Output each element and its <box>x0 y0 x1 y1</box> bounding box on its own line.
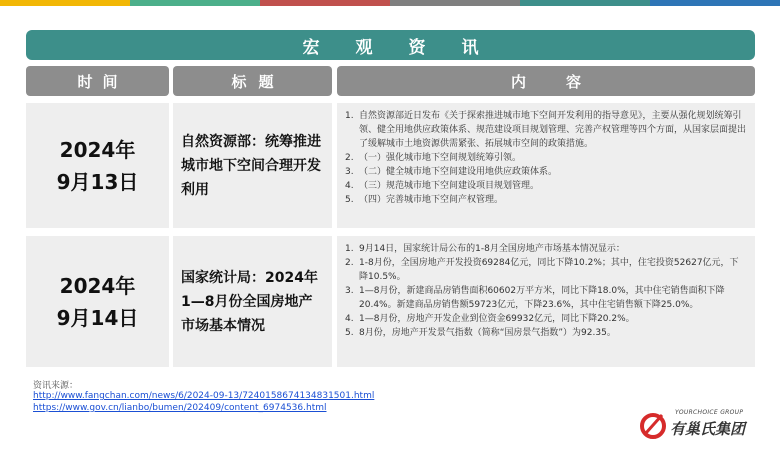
list-item <box>345 179 747 193</box>
stripe <box>650 0 780 6</box>
list-item <box>345 326 747 340</box>
list-item-text: 9月14日，国家统计局公布的1-8月全国房地产市场基本情况显示： <box>359 244 625 254</box>
list-item-number: 3. <box>345 286 354 296</box>
date-day: 9月14日 <box>56 305 139 330</box>
content-list <box>345 109 747 207</box>
list-item <box>345 284 747 312</box>
list-item-text: 1-8月份，全国房地产开发投资69284亿元，同比下降10.2%；其中，住宅投资52627亿元，下降10.5%。 <box>359 258 739 282</box>
row-title <box>173 103 332 228</box>
list-item-number: 4. <box>345 181 354 191</box>
list-item-text: 8月份，房地产开发景气指数（简称“国房景气指数”）为92.35。 <box>359 328 616 338</box>
logo-english-text: YOURCHOICE GROUP <box>675 409 744 416</box>
list-item-number: 1. <box>345 244 354 254</box>
stripe <box>130 0 260 6</box>
list-item <box>345 312 747 326</box>
list-item <box>345 109 747 151</box>
date-year: 2024年 <box>59 273 136 298</box>
row-title-text: 国家统计局：2024年1—8月份全国房地产市场基本情况 <box>181 269 318 334</box>
row-content <box>337 103 755 228</box>
list-item-number: 2. <box>345 258 354 268</box>
row-content <box>337 236 755 367</box>
stripe <box>390 0 520 6</box>
list-item-number: 5. <box>345 328 354 338</box>
list-item-number: 5. <box>345 195 354 205</box>
row-date <box>26 236 169 367</box>
list-item <box>345 256 747 284</box>
list-item-number: 3. <box>345 167 354 177</box>
date-day: 9月13日 <box>56 169 139 194</box>
list-item-number: 4. <box>345 314 354 324</box>
top-color-stripes <box>0 0 780 6</box>
list-item-text: （四）完善城市地下空间产权管理。 <box>359 195 504 205</box>
page-title: 宏观资讯 <box>26 30 755 60</box>
stripe <box>0 0 130 6</box>
column-header-time: 时间 <box>26 66 169 96</box>
list-item-text: 1—8月份，房地产开发企业到位资金69932亿元，同比下降20.2%。 <box>359 314 635 324</box>
row-date <box>26 103 169 228</box>
row-title-text: 自然资源部：统筹推进城市地下空间合理开发利用 <box>181 133 321 198</box>
list-item-number: 2. <box>345 153 354 163</box>
list-item-number: 1. <box>345 111 354 121</box>
logo-chinese-text: 有巢氏集团 <box>670 420 746 438</box>
list-item <box>345 165 747 179</box>
list-item-text: （一）强化城市地下空间规划统筹引领。 <box>359 153 522 163</box>
source-link-gov[interactable]: https://www.gov.cn/lianbo/bumen/202409/content_6974536.html <box>33 403 327 413</box>
list-item-text: 1—8月份，新建商品房销售面积60602万平方米，同比下降18.0%，其中住宅销售面积下降20.4%。新建商品房销售额59723亿元，下降23.6%，其中住宅销售额下降25.0%。 <box>359 286 725 310</box>
list-item <box>345 193 747 207</box>
column-header-title: 标题 <box>173 66 332 96</box>
list-item-text: 自然资源部近日发布《关于探索推进城市地下空间开发利用的指导意见》，主要从强化规划统筹引领、健全用地供应政策体系、规范建设项目规划管理、完善产权管理等四个方面，从国家层面提出了缓解城市土地资源供需紧张、拓展城市空间的政策措施。 <box>359 111 747 149</box>
list-item-text: （二）健全城市地下空间建设用地供应政策体系。 <box>359 167 558 177</box>
list-item <box>345 151 747 165</box>
row-title <box>173 236 332 367</box>
content-list <box>345 242 747 340</box>
stripe <box>260 0 390 6</box>
date-year: 2024年 <box>59 137 136 162</box>
stripe <box>520 0 650 6</box>
list-item <box>345 242 747 256</box>
column-header-content: 内容 <box>337 66 755 96</box>
list-item-text: （三）规范城市地下空间建设项目规划管理。 <box>359 181 540 191</box>
source-label: 资讯来源： <box>33 381 79 391</box>
source-link-fangchan[interactable]: http://www.fangchan.com/news/6/2024-09-13/7240158674134831501.html <box>33 391 375 401</box>
